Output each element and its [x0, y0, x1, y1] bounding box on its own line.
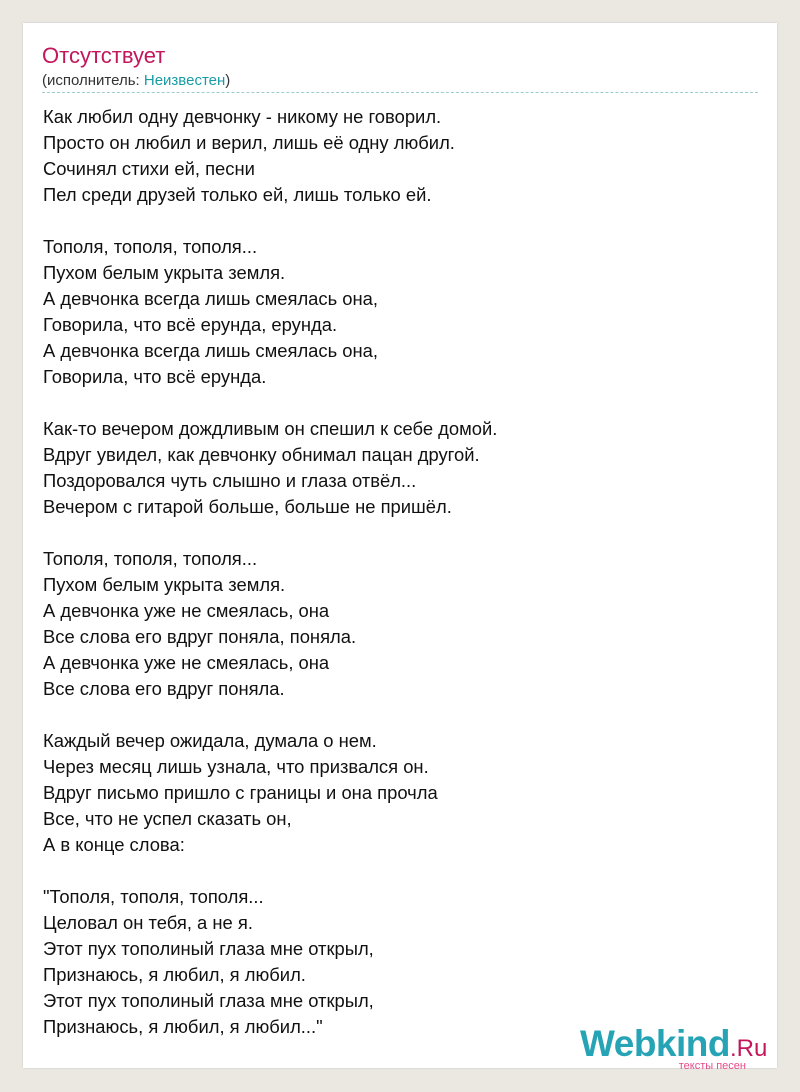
performer-line [42, 72, 230, 90]
logo-tagline: тексты песен [678, 1060, 746, 1072]
site-logo[interactable] [580, 1024, 776, 1072]
performer-prefix: (исполнитель: [42, 72, 144, 89]
title-divider [42, 92, 758, 93]
performer-suffix: ) [225, 72, 231, 89]
song-title: Отсутствует [42, 43, 166, 68]
lyrics-text: Как любил одну девчонку - никому не говорил. Просто он любил и верил, лишь её одну любил. Сочинял стихи ей, песни Пел среди друзей только ей, лишь только ей. Тополя, тополя, тополя... Пухом белым укрыта земля. А девчонка всегда лишь смеялась она, Говорила, что всё ерунда, ерунда. А девчонка всегда лишь смеялась она, Говорила, что всё ерунда. Как-то вечером дождливым он спешил к себе домой. Вдруг увидел, как девчонку обнимал пацан другой. Поздоровался чуть слышно и глаза отвёл... Вечером с гитарой больше, больше не пришёл. Тополя, тополя, тополя... Пухом белым укрыта земля. А девчонка уже не смеялась, она Все слова его вдруг поняла, поняла. А девчонка уже не смеялась, она Все слова его вдруг поняла. Каждый вечер ожидала, думала о нем. Через месяц лишь узнала, что призвался он. Вдруг письмо пришло с границы и она прочла Все, что не успел сказать он, А в конце слова: "Тополя, тополя, тополя... Целовал он тебя, а не я. Этот пух тополиный глаза мне открыл, Признаюсь, я любил, я любил. Этот пух тополиный глаза мне открыл, Признаюсь, я любил, я любил..." [43, 106, 498, 1037]
logo-domain: .Ru [730, 1035, 768, 1062]
performer-link[interactable]: Неизвестен [143, 72, 226, 89]
logo-name: Webkind [580, 1023, 730, 1064]
